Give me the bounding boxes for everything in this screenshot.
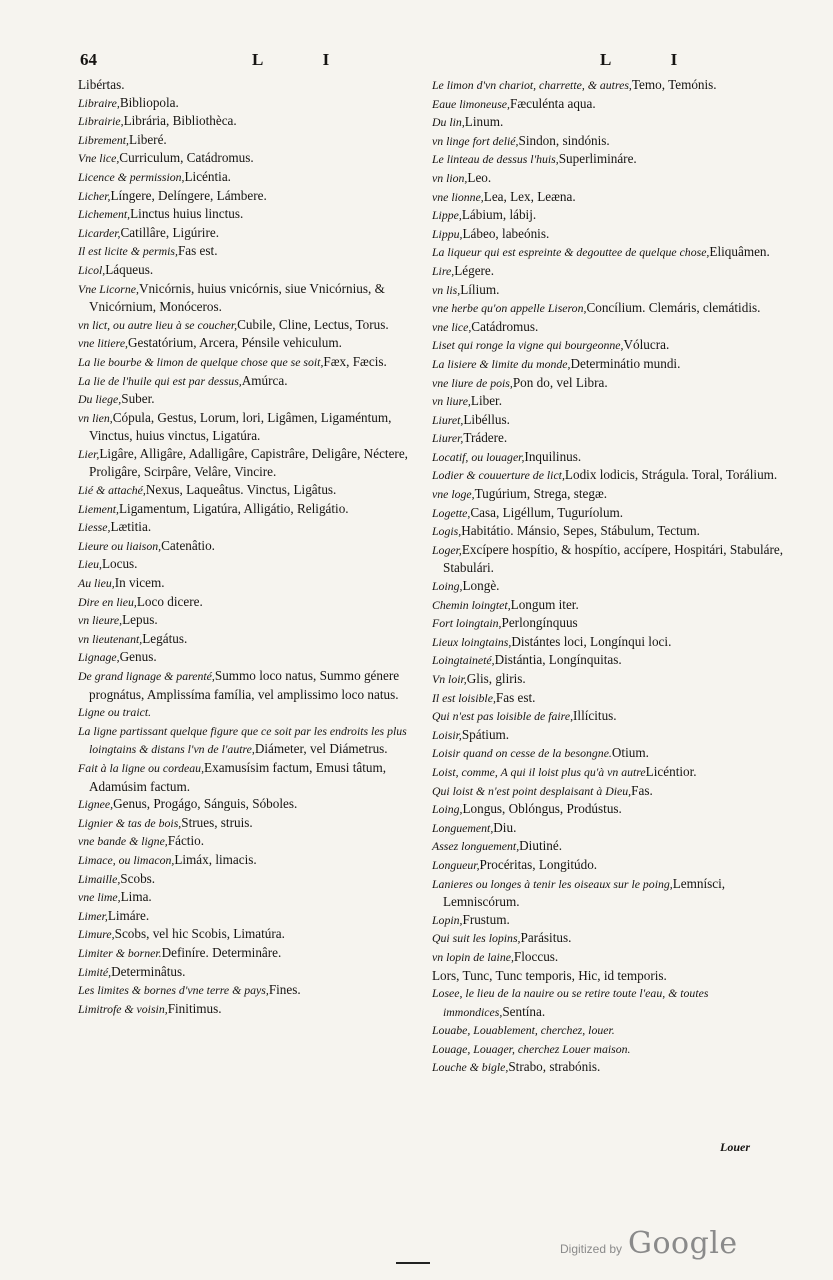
french-term: Lieu, (78, 557, 102, 572)
french-term: Lanieres ou longes à tenir les oiseaux sur le poing, (432, 876, 673, 891)
french-term: La lie de l'huile qui est par dessus, (78, 373, 242, 388)
french-term: La ligne partissant quelque figure que ce soit par les endroits les plus loingtains & distans l'vn de l'autre, (78, 723, 407, 757)
french-term: Longuement, (432, 820, 494, 835)
latin-gloss: Lima. (120, 889, 152, 905)
french-term: Qui n'est pas loisible de faire, (432, 709, 574, 724)
dictionary-entry (432, 206, 792, 225)
french-term: Limure, (78, 927, 115, 942)
dictionary-entry (432, 744, 792, 763)
dictionary-entry (432, 76, 792, 95)
page-header (80, 50, 800, 74)
dictionary-entry (78, 316, 428, 335)
french-term: Louage, Louager, cherchez Louer maison. (432, 1041, 631, 1056)
latin-gloss: Libértas. (78, 77, 125, 92)
latin-gloss: Frustum. (462, 911, 510, 927)
latin-gloss: Determinátio mundi. (570, 355, 681, 371)
french-term: Du liege, (78, 392, 122, 407)
latin-gloss: Temo, Temónis. (631, 77, 717, 92)
dictionary-entry (78, 76, 428, 94)
dictionary-entry (78, 611, 428, 630)
dictionary-entry (432, 1058, 792, 1077)
french-term: Il est licite & permis, (78, 244, 178, 259)
latin-gloss: Distántia, Longínquitas. (494, 652, 622, 668)
french-term: vne herbe qu'on appelle Liseron, (432, 301, 587, 316)
latin-gloss: Scobs. (120, 870, 156, 886)
google-watermark (560, 1226, 738, 1261)
french-term: La lie bourbe & limon de quelque chose que se soit, (78, 354, 324, 369)
french-term: Eaue limoneuse, (432, 96, 510, 111)
latin-gloss: Strues, struis. (181, 814, 253, 830)
french-term: Lignee, (78, 797, 114, 812)
latin-gloss: Longum iter. (510, 596, 579, 612)
french-term: vn lis, (432, 282, 461, 297)
dictionary-entry (78, 593, 428, 612)
dictionary-entry (432, 948, 792, 967)
french-term: Loisir quand on cesse de la besongne. (432, 746, 612, 761)
latin-gloss: Examusísim factum, Emusi tâtum, Adamúsim factum. (89, 759, 387, 794)
french-term: vne lime, (78, 890, 121, 905)
french-term: Locatif, ou louager, (432, 449, 525, 464)
bottom-rule (396, 1262, 430, 1264)
latin-gloss: Casa, Ligéllum, Tuguríolum. (470, 504, 624, 520)
dictionary-entry (432, 689, 792, 708)
latin-gloss: Fas est. (177, 243, 218, 259)
french-term: Logis, (432, 524, 462, 539)
latin-gloss: Excípere hospítio, & hospítio, accípere, Hospitári, Stabuláre, Stabulári. (443, 541, 784, 576)
dictionary-entry (432, 875, 792, 911)
dictionary-entry (78, 353, 428, 372)
french-term: Loing, (432, 579, 463, 594)
french-term: vn linge fort delié, (432, 133, 519, 148)
latin-gloss: Eliquâmen. (709, 244, 770, 260)
latin-gloss: Genus. (119, 649, 157, 665)
dictionary-entry (78, 944, 428, 963)
dictionary-entry (432, 707, 792, 726)
dictionary-entry (432, 336, 792, 355)
french-term: vne lionne, (432, 189, 484, 204)
latin-gloss: Bibliopola. (119, 94, 179, 110)
dictionary-entry (432, 169, 792, 188)
dictionary-entry (432, 984, 792, 1021)
dictionary-entry (432, 763, 792, 782)
latin-gloss: Linctus huius linctus. (130, 206, 244, 222)
latin-gloss: Catillâre, Ligúrire. (120, 224, 220, 240)
french-term: Licher, (78, 188, 111, 203)
dictionary-entry (78, 574, 428, 593)
latin-gloss: Catádromus. (471, 318, 539, 334)
dictionary-entry (78, 242, 428, 261)
latin-gloss: Fáctio. (167, 833, 205, 849)
french-term: Le limon d'vn chariot, charrette, & autres, (432, 78, 632, 92)
dictionary-entry (432, 522, 792, 541)
french-term: Limaille, (78, 871, 121, 886)
latin-gloss: Longus, Oblóngus, Prodústus. (462, 801, 622, 817)
french-term: Licarder, (78, 225, 121, 240)
french-term: Vne Licorne, (78, 281, 139, 296)
latin-gloss: Liber. (470, 393, 503, 409)
dictionary-entry (78, 1000, 428, 1019)
french-term: Loger, (432, 542, 462, 557)
latin-gloss: Superlimináre. (558, 151, 637, 167)
dictionary-entry (432, 541, 792, 577)
page-number: 64 (80, 50, 97, 69)
latin-gloss: Licéntior. (645, 763, 697, 779)
header-left-letters: L I (252, 50, 358, 69)
dictionary-entry (432, 819, 792, 838)
dictionary-entry (432, 485, 792, 504)
latin-gloss: Fines. (268, 982, 301, 998)
french-term: vne bande & ligne, (78, 834, 168, 849)
latin-gloss: Língere, Delíngere, Lámbere. (110, 187, 267, 203)
dictionary-entry (78, 280, 428, 316)
french-term: Louche & bigle, (432, 1060, 509, 1075)
latin-gloss: Habitátio. Mánsio, Sepes, Stábulum, Tectum. (461, 523, 700, 539)
latin-gloss: Fas. (631, 782, 653, 798)
latin-gloss: Longè. (462, 578, 500, 594)
dictionary-entry (432, 929, 792, 948)
dictionary-entry (432, 243, 792, 262)
french-term: Limité, (78, 964, 112, 979)
latin-gloss: Catenâtio. (161, 537, 215, 553)
latin-gloss: Diutiné. (519, 838, 563, 854)
dictionary-entry (432, 225, 792, 244)
french-term: Lieure ou liaison, (78, 538, 162, 553)
dictionary-entry (432, 800, 792, 819)
latin-gloss: Genus, Progágo, Sánguis, Sóboles. (113, 796, 298, 812)
french-term: Chemin loingtet, (432, 597, 511, 612)
dictionary-entry (78, 445, 428, 481)
latin-gloss: Scobs, vel hic Scobis, Limatúra. (114, 926, 285, 942)
dictionary-entry (78, 667, 428, 703)
french-term: Libraire, (78, 95, 120, 110)
latin-gloss: Licéntia. (184, 168, 231, 184)
dictionary-entry (432, 113, 792, 132)
dictionary-entry (78, 261, 428, 280)
dictionary-entry (432, 596, 792, 615)
french-term: Loist, comme, A qui il loist plus qu'à vn autre (432, 764, 646, 779)
dictionary-entry (432, 429, 792, 448)
french-term: vn lict, ou autre lieu à se coucher, (78, 317, 238, 332)
dictionary-entry (78, 149, 428, 168)
french-term: Fort loingtain, (432, 616, 502, 631)
latin-gloss: Distántes loci, Longínqui loci. (511, 633, 672, 649)
latin-gloss: Diámeter, vel Diámetrus. (254, 741, 388, 757)
dictionary-entry (78, 537, 428, 556)
french-term: Le linteau de dessus l'huis, (432, 152, 559, 167)
latin-gloss: Lílium. (460, 281, 500, 297)
french-term: Lippe, (432, 208, 462, 223)
latin-gloss: Pon do, vel Libra. (512, 374, 608, 390)
french-term: Lier, (78, 446, 100, 461)
dictionary-entry (78, 481, 428, 500)
dictionary-entry (432, 466, 792, 485)
french-term: Qui loist & n'est point desplaisant à Dieu, (432, 783, 632, 798)
french-term: Du lin, (432, 115, 465, 130)
latin-gloss: Lors, Tunc, Tunc temporis, Hic, id temporis. (432, 967, 667, 983)
dictionary-entry (78, 372, 428, 391)
dictionary-entry (78, 851, 428, 870)
dictionary-entry (432, 633, 792, 652)
latin-gloss: Fæx, Fæcis. (323, 353, 387, 369)
french-term: Loing, (432, 802, 463, 817)
french-term: Liement, (78, 501, 119, 516)
latin-gloss: Lætitia. (110, 519, 152, 535)
french-term: Liuret, (432, 412, 464, 427)
dictionary-entry (78, 168, 428, 187)
french-term: Vne lice, (78, 151, 120, 166)
watermark-brand: Google (628, 1226, 738, 1261)
dictionary-entry (78, 94, 428, 113)
french-term: Fait à la ligne ou cordeau, (78, 760, 205, 775)
dictionary-entry (78, 187, 428, 206)
latin-gloss: Locus. (101, 556, 138, 572)
dictionary-entry (78, 759, 428, 795)
latin-gloss: Procéritas, Longitúdo. (479, 856, 598, 872)
dictionary-entry (78, 500, 428, 519)
latin-gloss: Cubile, Cline, Lectus, Torus. (237, 316, 389, 332)
french-term: vn lieutenant, (78, 631, 143, 646)
french-term: Lodier & couuerture de lict, (432, 468, 565, 483)
dictionary-entry (78, 888, 428, 907)
catchword: Louer (720, 1140, 750, 1154)
dictionary-entry (432, 411, 792, 430)
french-term: Lippu, (432, 226, 463, 241)
french-term: Lichement, (78, 207, 131, 222)
latin-gloss: Amúrca. (241, 372, 288, 388)
dictionary-entry (78, 925, 428, 944)
latin-gloss: Illícitus. (573, 708, 617, 724)
french-term: vne liure de pois, (432, 375, 513, 390)
french-term: Assez longuement, (432, 839, 520, 854)
latin-gloss: Lepus. (122, 612, 158, 628)
latin-gloss: Láqueus. (105, 261, 154, 277)
latin-gloss: Curriculum, Catádromus. (119, 150, 254, 166)
dictionary-entry (432, 150, 792, 169)
dictionary-entry (432, 318, 792, 337)
dictionary-entry (78, 870, 428, 889)
latin-gloss: Cópula, Gestus, Lorum, lori, Ligâmen, Ligaméntum, Vinctus, huius vinctus, Ligatúra. (89, 409, 392, 444)
french-term: Limiter & borner. (78, 945, 162, 960)
latin-gloss: Lodix lodicis, Strágula. Toral, Torálium. (564, 467, 778, 483)
dictionary-entry (432, 614, 792, 633)
latin-gloss: Legátus. (142, 630, 188, 646)
french-term: Il est loisible, (432, 690, 496, 705)
french-term: Limer, (78, 908, 108, 923)
french-term: Vn loir, (432, 672, 467, 686)
french-term: Lire, (432, 263, 455, 278)
dictionary-entry (432, 504, 792, 523)
french-term: Les limites & bornes d'vne terre & pays, (78, 983, 269, 998)
latin-gloss: Lemnísci, Lemniscórum. (443, 875, 726, 910)
dictionary-entry (432, 670, 792, 689)
latin-gloss: Limáre. (107, 907, 150, 923)
latin-gloss: Fas est. (495, 689, 536, 705)
left-column (78, 76, 428, 1018)
latin-gloss: Parásitus. (520, 930, 572, 946)
latin-gloss: In vicem. (114, 575, 165, 591)
french-term: Limace, ou limacon, (78, 852, 175, 867)
french-term: Losee, le lieu de la nauire ou se retire toute l'eau, & toutes immondices, (432, 986, 709, 1019)
french-term: De grand lignage & parenté, (78, 669, 215, 683)
dictionary-entry (78, 409, 428, 445)
latin-gloss: Lábeo, labeónis. (462, 225, 550, 241)
latin-gloss: Limáx, limacis. (174, 851, 257, 867)
dictionary-entry (432, 911, 792, 930)
dictionary-entry (78, 555, 428, 574)
latin-gloss: Loco dicere. (136, 593, 203, 609)
latin-gloss: Sentína. (502, 1003, 546, 1019)
french-term: vn lopin de laine, (432, 949, 514, 964)
latin-gloss: Perlongínquus (501, 615, 578, 631)
latin-gloss: Vólucra. (623, 337, 670, 353)
latin-gloss: Ligamentum, Ligatúra, Alligátio, Religátio. (118, 500, 349, 516)
dictionary-entry (432, 374, 792, 393)
french-term: Lopin, (432, 912, 463, 927)
dictionary-entry (432, 856, 792, 875)
french-term: Librairie, (78, 114, 124, 129)
french-term: Ligne ou traict. (78, 705, 152, 720)
french-term: vn lion, (432, 170, 468, 185)
latin-gloss: Spátium. (461, 726, 510, 742)
dictionary-entry (78, 814, 428, 833)
latin-gloss: Ligâre, Alligâre, Adalligâre, Capistrâre, Deligâre, Néctere, Proligâre, Scirpâre, Velâre, Vincire. (89, 445, 408, 480)
french-term: Logette, (432, 505, 471, 520)
dictionary-entry (432, 299, 792, 318)
french-term: La liqueur qui est espreinte & degouttee de quelque chose, (432, 245, 710, 260)
latin-gloss: Determinâtus. (111, 963, 186, 979)
dictionary-entry (78, 131, 428, 150)
french-term: Librement, (78, 132, 130, 147)
french-term: Longueur, (432, 857, 480, 872)
dictionary-entry (78, 224, 428, 243)
dictionary-entry (432, 967, 792, 985)
french-term: Licence & permission, (78, 169, 185, 184)
dictionary-entry (78, 981, 428, 1000)
french-term: Limitrofe & voisin, (78, 1001, 168, 1016)
latin-gloss: Concílium. Clemáris, clemátidis. (586, 300, 761, 316)
latin-gloss: Leo. (467, 169, 492, 185)
dictionary-entry (432, 448, 792, 467)
dictionary-entry (432, 281, 792, 300)
right-column (432, 76, 792, 1077)
dictionary-entry (78, 630, 428, 649)
french-term: Liesse, (78, 520, 111, 535)
latin-gloss: Definíre. Determinâre. (161, 944, 282, 960)
dictionary-entry (432, 837, 792, 856)
latin-gloss: Trádere. (463, 430, 508, 446)
dictionary-entry (78, 703, 428, 722)
latin-gloss: Suber. (121, 391, 155, 407)
french-term: Lignier & tas de bois, (78, 815, 182, 830)
dictionary-entry (78, 963, 428, 982)
dictionary-entry (432, 577, 792, 596)
latin-gloss: Fæculénta aqua. (509, 95, 596, 111)
french-term: Qui suit les lopins, (432, 931, 521, 946)
french-term: Dire en lieu, (78, 594, 137, 609)
french-term: vn lien, (78, 410, 113, 425)
french-term: Louabe, Louablement, cherchez, louer. (432, 1023, 615, 1038)
latin-gloss: Glis, gliris. (466, 671, 526, 686)
french-term: Licol, (78, 262, 106, 277)
french-term: Liset qui ronge la vigne qui bourgeonne, (432, 338, 624, 353)
dictionary-entry (78, 832, 428, 851)
french-term: Au lieu, (78, 576, 115, 591)
french-term: vn liure, (432, 394, 471, 409)
latin-gloss: Tugúrium, Strega, stegæ. (474, 486, 608, 502)
dictionary-entry (78, 112, 428, 131)
dictionary-entry (78, 390, 428, 409)
dictionary-entry (432, 726, 792, 745)
dictionary-entry (432, 1040, 792, 1059)
dictionary-entry (78, 722, 428, 759)
french-term: Lignage, (78, 650, 120, 665)
latin-gloss: Summo loco natus, Summo génere prognátus, Amplissíma família, vel amplissimo loco natus. (89, 668, 400, 702)
dictionary-entry (432, 355, 792, 374)
french-term: Lieux loingtains, (432, 634, 512, 649)
french-term: Loingtaineté, (432, 653, 495, 668)
latin-gloss: Lea, Lex, Leæna. (483, 188, 576, 204)
dictionary-entry (432, 188, 792, 207)
header-right-letters: L I (600, 50, 706, 69)
french-term: Liurer, (432, 431, 464, 446)
dictionary-entry (78, 334, 428, 353)
latin-gloss: Sindon, sindónis. (518, 132, 610, 148)
dictionary-entry (432, 782, 792, 801)
french-term: vn lieure, (78, 613, 123, 628)
latin-gloss: Lábium, lábij. (461, 207, 537, 223)
latin-gloss: Libéllus. (463, 411, 510, 427)
latin-gloss: Vnicórnis, huius vnicórnis, siue Vnicórnius, & Vnicórnium, Monóceros. (89, 280, 385, 315)
latin-gloss: Diu. (493, 819, 517, 835)
latin-gloss: Nexus, Laqueâtus. Vinctus, Ligâtus. (145, 482, 337, 498)
latin-gloss: Gestatórium, Arcera, Pénsile vehiculum. (128, 335, 342, 351)
dictionary-entry (78, 907, 428, 926)
latin-gloss: Légere. (454, 262, 495, 278)
dictionary-entry (432, 392, 792, 411)
latin-gloss: Librária, Bibliothèca. (123, 113, 237, 129)
dictionary-entry (432, 95, 792, 114)
dictionary-entry (432, 1021, 792, 1040)
french-term: Loisir, (432, 727, 462, 742)
dictionary-entry (78, 648, 428, 667)
dictionary-entry (432, 132, 792, 151)
watermark-prefix: Digitized by (560, 1242, 623, 1256)
latin-gloss: Floccus. (513, 948, 559, 964)
dictionary-entry (432, 651, 792, 670)
latin-gloss: Linum. (464, 114, 504, 130)
latin-gloss: Liberé. (129, 131, 167, 147)
french-term: vne loge, (432, 487, 475, 502)
dictionary-entry (78, 795, 428, 814)
latin-gloss: Strabo, strabónis. (508, 1059, 601, 1075)
dictionary-entry (432, 262, 792, 281)
french-term: Lié & attaché, (78, 483, 146, 498)
dictionary-entry (78, 518, 428, 537)
latin-gloss: Finitimus. (167, 1000, 222, 1016)
dictionary-entry (78, 205, 428, 224)
french-term: La lisiere & limite du monde, (432, 356, 571, 371)
latin-gloss: Inquilinus. (524, 448, 582, 464)
french-term: vne litiere, (78, 336, 129, 351)
french-term: vne lice, (432, 319, 472, 334)
latin-gloss: Otium. (611, 745, 649, 761)
